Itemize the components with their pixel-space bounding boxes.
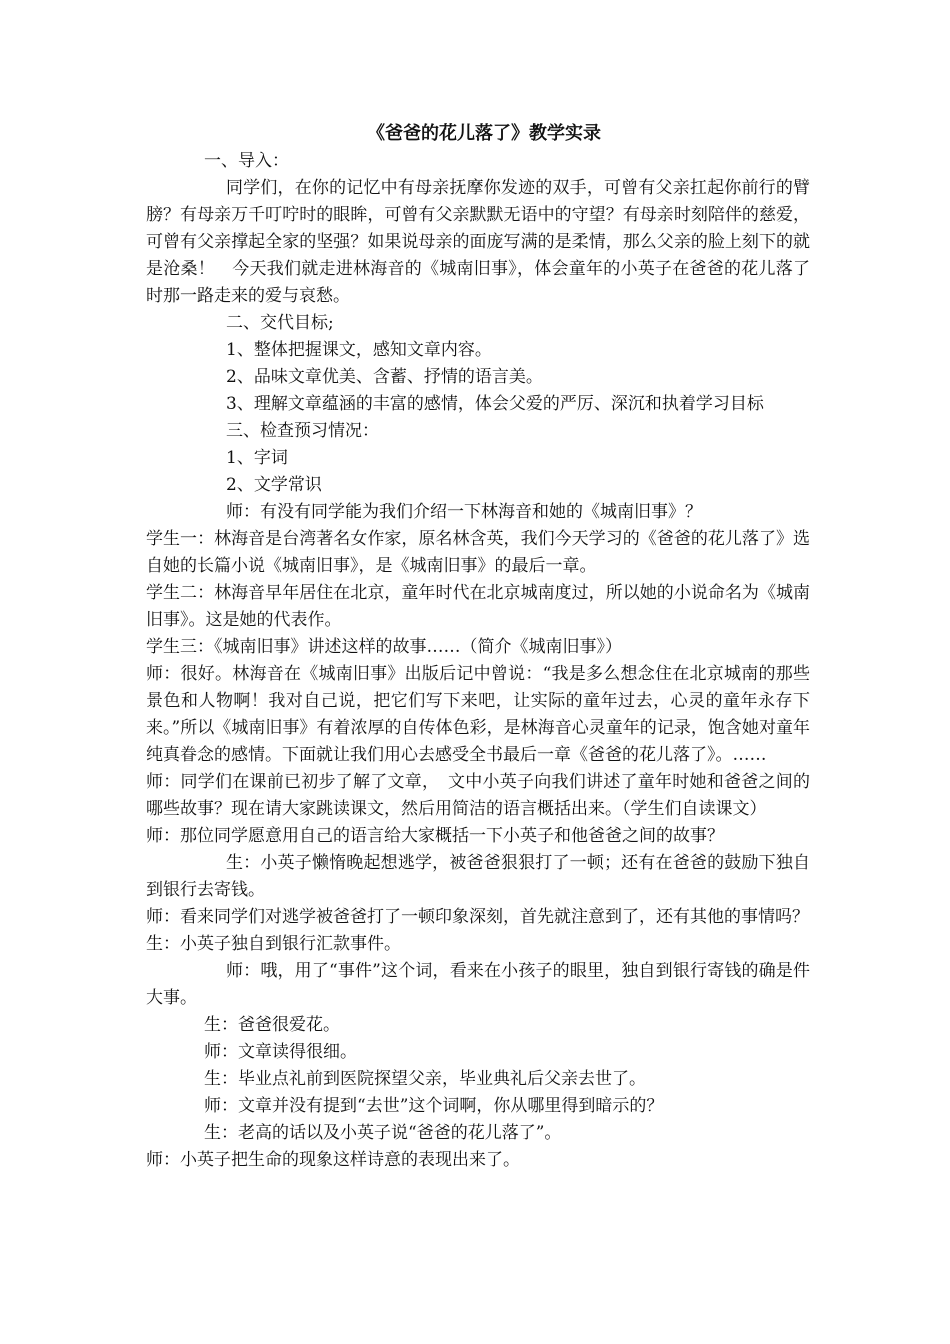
paragraph: 学生一：林海音是台湾著名女作家，原名林含英，我们今天学习的《爸爸的花儿落了》选自她的长篇小说《城南旧事》，是《城南旧事》的最后一章。 [146, 529, 810, 576]
paragraph: 同学们，在你的记忆中有母亲抚摩你发迹的双手，可曾有父亲扛起你前行的臂膀？有母亲万千叮咛时的眼眸，可曾有父亲默默无语中的守望？有母亲时刻陪伴的慈爱，可曾有父亲撑起全家的坚强？如果说母亲的面庞写满的是柔情，那么父亲的脸上刻下的就是沧桑！ 今天我们就走进林海音的《城南旧事》，体会童年的小英子在爸爸的花儿落了时那一路走来的爱与哀愁。 [146, 178, 810, 306]
paragraph: 1、字词 [226, 448, 288, 468]
paragraph: 2、品味文章优美、含蓄、抒情的语言美。 [226, 367, 543, 387]
paragraph: 师：文章并没有提到“去世”这个词啊，你从哪里得到暗示的？ [204, 1096, 664, 1116]
paragraph: 一、导入： [204, 151, 289, 171]
paragraph: 学生二：林海音早年居住在北京，童年时代在北京城南度过，所以她的小说命名为《城南旧事》。这是她的代表作。 [146, 583, 810, 630]
paragraph: 3、理解文章蕴涵的丰富的感情，体会父爱的严厉、深沉和执着学习目标 [226, 394, 764, 414]
paragraph: 生：老高的话以及小英子说“爸爸的花儿落了”。 [204, 1123, 562, 1143]
paragraph: 二、交代目标; [226, 313, 334, 333]
document-page [146, 120, 810, 1174]
paragraph: 三、检查预习情况： [226, 421, 379, 441]
paragraph: 生：小英子懒惰晚起想逃学，被爸爸狠狠打了一顿；还有在爸爸的鼓励下独自到银行去寄钱。 [146, 853, 810, 900]
paragraph: 师：有没有同学能为我们介绍一下林海音和她的《城南旧事》？ [226, 502, 702, 522]
paragraph: 生：小英子独自到银行汇款事件。 [146, 934, 401, 954]
paragraph: 师：看来同学们对逃学被爸爸打了一顿印象深刻，首先就注意到了，还有其他的事情吗？ [146, 907, 809, 927]
paragraph: 2、文学常识 [226, 475, 322, 495]
paragraph: 师：同学们在课前已初步了解了文章， 文中小英子向我们讲述了童年时她和爸爸之间的哪些故事？现在请大家跳读课文，然后用简洁的语言概括出来。（学生们自读课文） [146, 772, 810, 819]
paragraph: 师：那位同学愿意用自己的语言给大家概括一下小英子和他爸爸之间的故事？ [146, 826, 724, 846]
paragraph: 师：很好。林海音在《城南旧事》出版后记中曾说：“我是多么想念住在北京城南的那些景色和人物啊！我对自己说，把它们写下来吧，让实际的童年过去，心灵的童年永存下来。”所以《城南旧事》有着浓厚的自传体色彩，是林海音心灵童年的记录，饱含她对童年纯真眷念的感情。下面就让我们用心去感受全书最后一章《爸爸的花儿落了》。…… [146, 664, 810, 765]
document-title: 《爸爸的花儿落了》教学实录 [367, 123, 601, 144]
paragraph: 生：爸爸很爱花。 [204, 1015, 340, 1035]
paragraph: 师：哦，用了“事件”这个词，看来在小孩子的眼里，独自到银行寄钱的确是件大事。 [146, 961, 810, 1008]
document-body [146, 148, 810, 1174]
paragraph: 1、整体把握课文，感知文章内容。 [226, 340, 492, 360]
paragraph: 师：小英子把生命的现象这样诗意的表现出来了。 [146, 1150, 520, 1170]
paragraph: 师：文章读得很细。 [204, 1042, 357, 1062]
paragraph: 生：毕业点礼前到医院探望父亲，毕业典礼后父亲去世了。 [204, 1069, 646, 1089]
paragraph: 学生三：《城南旧事》讲述这样的故事……（简介《城南旧事》） [146, 637, 622, 657]
